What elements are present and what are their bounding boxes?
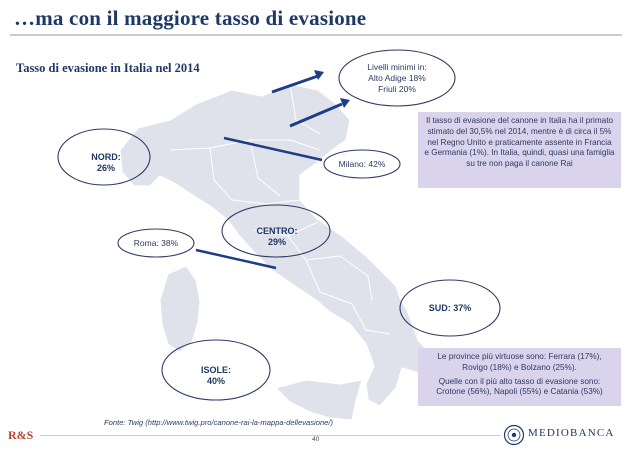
provinces-worst-text: Quelle con il più alto tasso di evasione sono: Crotone (56%), Napoli (55%) e Catania (53%) — [436, 376, 603, 397]
mediobanca-seal-icon — [503, 424, 525, 446]
source-note: Fonte: Twig (http://www.twig.pro/canone-rai-la-mappa-dellevasione/) — [104, 418, 334, 427]
roma-label: Roma: 38% — [133, 238, 179, 248]
footer-divider — [40, 435, 500, 436]
livelli-alto-adige: Alto Adige 18% — [368, 73, 426, 83]
sardinia-shape — [160, 266, 200, 352]
page-number: 40 — [312, 436, 320, 443]
map-subtitle: Tasso di evasione in Italia nel 2014 — [16, 61, 200, 75]
sicily-shape — [276, 380, 362, 420]
livelli-friuli: Friuli 20% — [378, 84, 416, 94]
nord-label: NORD: 26% — [91, 152, 121, 173]
mediobanca-brand: MEDIOBANCA — [528, 427, 615, 439]
slide-title: …ma con il maggiore tasso di evasione — [14, 6, 367, 30]
milano-label: Milano: 42% — [338, 159, 386, 169]
info-box-summary-text: Il tasso di evasione del canone in Italia ha il primato stimato del 30,5% nel 2014, mentre è di circa il 5% nel Regno Unito e praticamente assente in Francia e Germania (1%). In Italia, quindi, quasi una famiglia su tre non paga il canone Rai — [424, 116, 615, 169]
rs-logo: R&S — [8, 428, 34, 442]
livelli-title: Livelli minimi in: — [367, 62, 427, 72]
isole-label: ISOLE: 40% — [200, 365, 231, 386]
livelli-minimi-block — [350, 62, 444, 95]
info-box-evasion-summary — [418, 112, 621, 188]
centro-label: CENTRO: 29% — [256, 226, 298, 247]
info-box-provinces — [418, 348, 621, 406]
sud-label: SUD: 37% — [428, 303, 472, 313]
provinces-virtuous-text: Le province più virtuose sono: Ferrara (17%), Rovigo (18%) e Bolzano (25%). — [437, 352, 602, 372]
